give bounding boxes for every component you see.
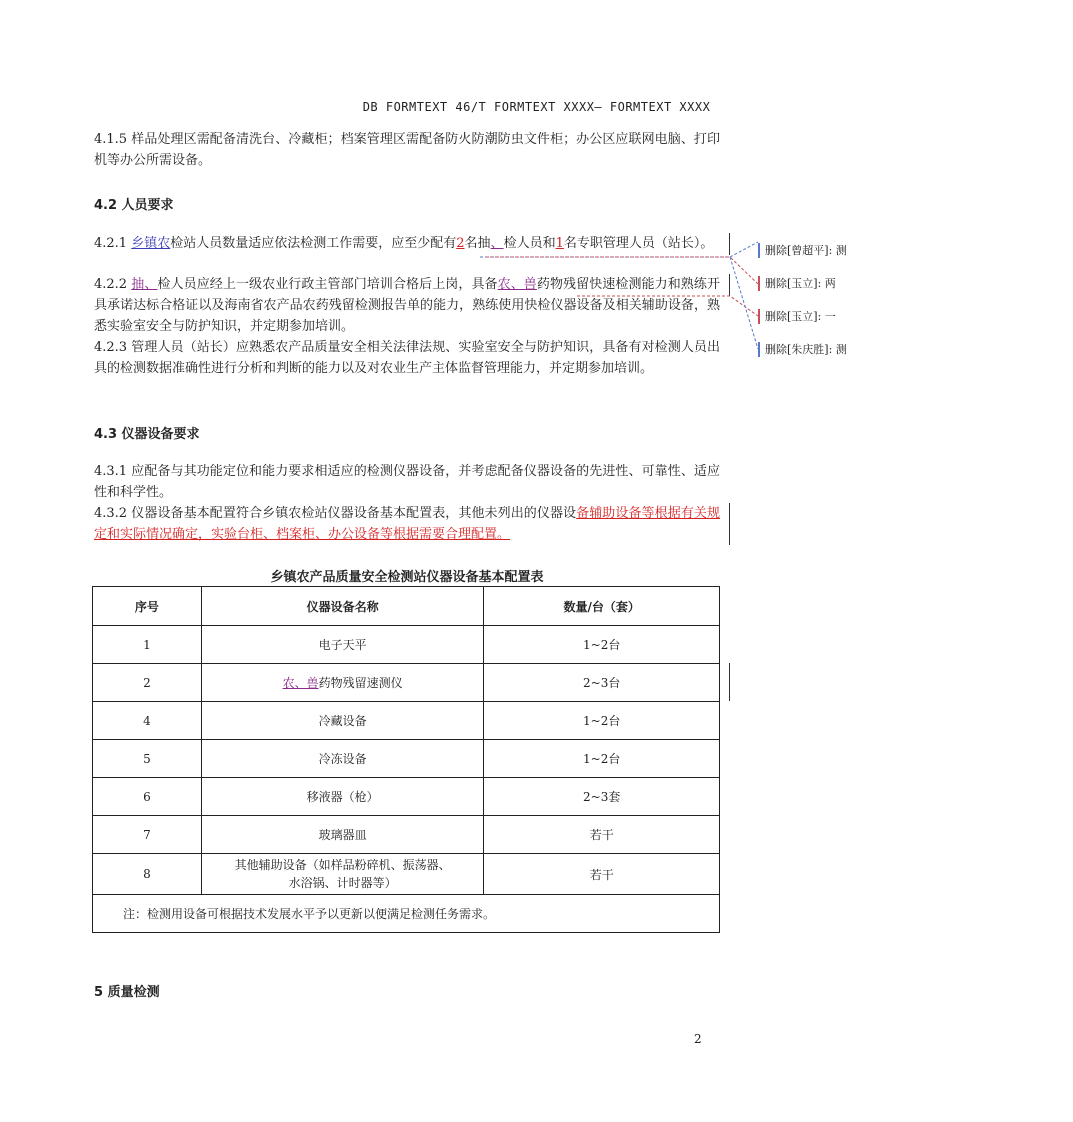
- tracked-insertion[interactable]: 备辅助设备等根据有关规定和实际情况确定，实验台柜、档案柜、办公设备等根据需要合理配置。: [94, 506, 720, 542]
- paragraph-4-2-3: 4.2.3 管理人员（站长）应熟悉农产品质量安全相关法律法规、实验室安全与防护知识，具备有对检测人员出具的检测数据准确性进行分析和判断的能力以及对农业生产主体监督管理能力，并定期参加培训。: [94, 340, 720, 376]
- table-note: 注：检测用设备可根据技术发展水平予以更新以便满足检测任务需求。: [93, 895, 720, 933]
- paragraph-text: 检人员应经上一级农业行政主管部门培训合格后上岗，具备: [157, 277, 498, 292]
- table-cell: 1: [93, 626, 202, 664]
- table-cell: 2~3台: [484, 664, 720, 702]
- paragraph-text: 名抽: [464, 236, 491, 251]
- table-cell: 1~2台: [484, 626, 720, 664]
- table-cell: 冷冻设备: [201, 740, 484, 778]
- tracked-insertion[interactable]: 农、兽: [282, 676, 319, 690]
- table-cell: 冷藏设备: [201, 702, 484, 740]
- paragraph-text: 检人员和: [503, 236, 556, 251]
- cell-text: 药物残留速测仪: [318, 676, 403, 690]
- comment-deletion[interactable]: 删除[玉立]: 两: [758, 276, 836, 291]
- page-number: 2: [694, 1032, 702, 1046]
- table-cell: 移液器（枪）: [201, 778, 484, 816]
- table-cell: 若干: [484, 854, 720, 895]
- table-cell: 2: [93, 664, 202, 702]
- table-cell: 1~2台: [484, 740, 720, 778]
- tracked-insertion[interactable]: 1: [555, 236, 564, 251]
- table-caption: 乡镇农产品质量安全检测站仪器设备基本配置表: [270, 570, 544, 585]
- section-heading-4-3: 4.3 仪器设备要求: [94, 427, 200, 442]
- table-cell: 玻璃器皿: [201, 816, 484, 854]
- section-heading-5: 5 质量检测: [94, 985, 160, 1000]
- tracked-insertion[interactable]: 乡镇农: [131, 236, 171, 251]
- table-cell: 1~2台: [484, 702, 720, 740]
- paragraph-text: 药物残留快速检测能力和熟练开具承诺达标合格证以及海南省农产品农药残留检测报告单的能力，熟练使用快检仪器设备及相关辅助设备，熟悉实验室安全与防护知识，并定期参加培训。: [94, 277, 720, 334]
- paragraph-4-1-5: 4.1.5 样品处理区需配备清洗台、冷藏柜；档案管理区需配备防火防潮防虫文件柜；办公区应联网电脑、打印机等办公所需设备。: [94, 132, 720, 168]
- tracked-insertion[interactable]: 2: [456, 236, 465, 251]
- paragraph-text: 检站人员数量适应依法检测工作需要，应至少配有: [170, 236, 457, 251]
- table-cell: 7: [93, 816, 202, 854]
- tracked-insertion[interactable]: 农、兽: [497, 277, 537, 292]
- paragraph-text: 名专职管理人员（站长）。: [563, 236, 714, 251]
- paragraph-4-3-1: 4.3.1 应配备与其功能定位和能力要求相适应的检测仪器设备，并考虑配备仪器设备的先进性、可靠性、适应性和科学性。: [94, 464, 720, 500]
- column-header: 数量/台（套）: [484, 587, 720, 626]
- table-cell: 电子天平: [201, 626, 484, 664]
- comment-deletion[interactable]: 删除[朱庆胜]: 测: [758, 342, 847, 357]
- table-cell: 8: [93, 854, 202, 895]
- paragraph-text: 4.3.2 仪器设备基本配置符合乡镇农检站仪器设备基本配置表，其他未列出的仪器设: [94, 506, 577, 521]
- clause-number: 4.2.1: [94, 236, 132, 251]
- clause-number: 4.2.2: [94, 277, 132, 292]
- column-header: 仪器设备名称: [201, 587, 484, 626]
- comment-deletion[interactable]: 删除[玉立]: 一: [758, 309, 836, 324]
- section-heading-4-2: 4.2 人员要求: [94, 198, 174, 213]
- table-cell: 若干: [484, 816, 720, 854]
- column-header: 序号: [93, 587, 202, 626]
- table-cell: 4: [93, 702, 202, 740]
- table-cell: 6: [93, 778, 202, 816]
- table-cell: 其他辅助设备（如样品粉碎机、振荡器、水浴锅、计时器等）: [201, 854, 484, 895]
- page-header: DB FORMTEXT 46/T FORMTEXT XXXX— FORMTEXT XXXX: [362, 100, 711, 114]
- table-cell: 2~3套: [484, 778, 720, 816]
- tracked-insertion[interactable]: 抽、: [131, 277, 158, 292]
- tracked-insertion[interactable]: 、: [490, 236, 504, 251]
- table-cell: 5: [93, 740, 202, 778]
- comment-deletion[interactable]: 删除[曾超平]: 测: [758, 243, 847, 258]
